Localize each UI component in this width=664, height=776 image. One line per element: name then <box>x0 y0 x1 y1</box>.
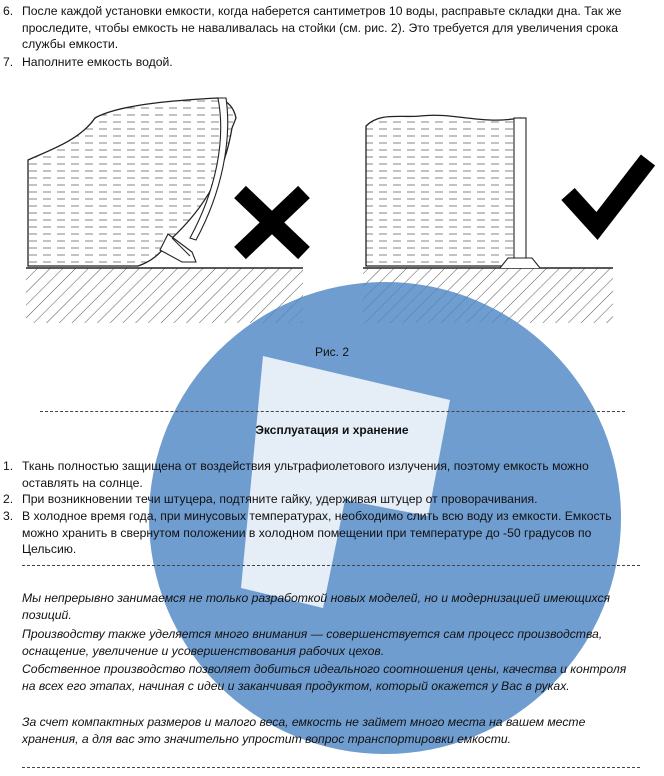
separator <box>22 565 640 566</box>
list-item-text: Ткань полностью защищена от воздействия ультрафиолетового излучения, поэтому емкость можно оставлять на солнце. <box>22 459 589 490</box>
section-heading: Эксплуатация и хранение <box>255 423 409 437</box>
separator <box>40 411 625 412</box>
list-item-text: При возникновении течи штуцера, подтяните гайку, удерживая штуцер от проворачивания. <box>22 492 538 506</box>
list-number: 3. <box>3 509 14 523</box>
paragraph: Производству также уделяется много внимания — совершенствуется сам процесс производства, оснащение, увеличение и усовершенствования рабочих цехов. <box>22 627 603 658</box>
list-number: 7. <box>3 55 14 69</box>
list-item-text: После каждой установки емкости, когда наберется сантиметров 10 воды, расправьте складки дна. Так же проследите, чтобы емкость не наваливалась на стойки (см. рис. 2). Это требуется для увеличения срока службы емкости. <box>22 4 622 51</box>
list-item-text: В холодное время года, при минусовых температурах, необходимо слить всю воду из емкости. Емкость можно хранить в свернутом положении в холодном помещении при температуре до -50 градусов по Цельсию. <box>22 509 612 556</box>
figure-caption: Рис. 2 <box>314 345 350 359</box>
separator <box>22 767 640 768</box>
list-number: 6. <box>3 4 14 18</box>
paragraph: Собственное производство позволяет добиться идеального соотношения цены, качества и контроля на всех его этапах, начиная с идеи и заканчивая продуктом, который окажется у Вас в руках. <box>22 662 627 693</box>
check-mark-icon <box>568 160 648 226</box>
list-item-text: Наполните емкость водой. <box>22 55 173 69</box>
cross-mark-icon <box>240 192 304 253</box>
list-number: 2. <box>3 492 14 506</box>
list-number: 1. <box>3 459 14 473</box>
paragraph: Мы непрерывно занимаемся не только разработкой новых моделей, но и модернизацией имеющихся позиций. <box>22 591 611 622</box>
paragraph: За счет компактных размеров и малого веса, емкость не займет много места на вашем месте хранения, а для вас это значительно упростит вопрос транспортировки емкости. <box>22 715 586 746</box>
